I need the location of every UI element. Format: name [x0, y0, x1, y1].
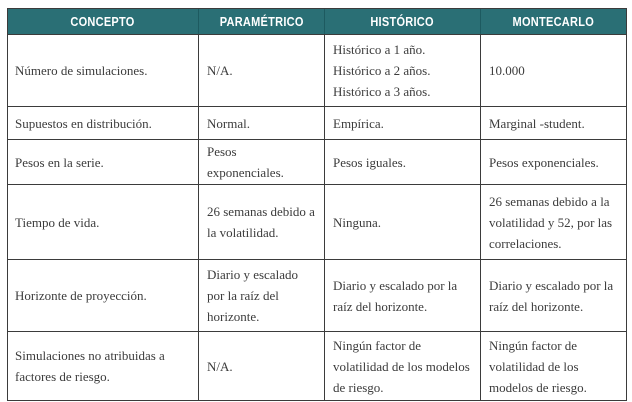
table-row	[8, 106, 626, 139]
table-row	[8, 259, 626, 331]
table-cell-historico: Pesos iguales.	[324, 140, 480, 184]
header-cell-parametrico	[198, 9, 324, 34]
table-cell-concepto: Tiempo de vida.	[15, 214, 100, 230]
header-label-parametrico: PARAMÉTRICO	[219, 14, 304, 29]
table-cell-parametrico: Diario y escalado por la raíz del horizonte.	[198, 260, 324, 331]
table-cell-parametrico: 26 semanas debido a la volatilidad.	[198, 185, 324, 259]
table-cell-parametrico: N/A.	[198, 332, 324, 400]
table-cell-historico: Empírica.	[324, 107, 480, 139]
table-cell-montecarlo: Marginal -student.	[480, 107, 626, 139]
cell-line: Histórico a 3 años.	[333, 84, 431, 99]
table-cell-montecarlo: Diario y escalado por la raíz del horizonte.	[480, 260, 626, 331]
table-cell-montecarlo: 10.000	[480, 35, 626, 106]
table-cell-historico: Ninguna.	[324, 185, 480, 259]
table-cell-montecarlo: Ningún factor de volatilidad de los modelos de riesgo.	[480, 332, 626, 400]
header-label-concepto: CONCEPTO	[70, 14, 136, 29]
table-cell-montecarlo: Pesos exponenciales.	[480, 140, 626, 184]
table-cell-historico: Ningún factor de volatilidad de los modelos de riesgo.	[324, 332, 480, 400]
table-cell-historico	[324, 35, 480, 106]
table-cell-concepto: Pesos en la serie.	[15, 154, 104, 170]
header-cell-concepto	[8, 9, 198, 34]
table-header-row	[8, 9, 626, 34]
table-cell-parametrico: Normal.	[198, 107, 324, 139]
table-row	[8, 139, 626, 184]
header-label-historico: HISTÓRICO	[370, 14, 435, 29]
cell-line: Histórico a 2 años.	[333, 63, 431, 78]
table-cell-historico: Diario y escalado por la raíz del horizonte.	[324, 260, 480, 331]
table-cell-concepto: Número de simulaciones.	[15, 63, 148, 78]
table-cell-montecarlo: 26 semanas debido a la volatilidad y 52, por las correlaciones.	[480, 185, 626, 259]
table-row	[8, 34, 626, 106]
header-cell-historico	[324, 9, 480, 34]
table-row	[8, 331, 626, 400]
table-cell-concepto: Simulaciones no atribuidas a factores de riesgo.	[15, 348, 165, 384]
table-cell-concepto: Horizonte de proyección.	[15, 288, 147, 303]
header-cell-montecarlo	[480, 9, 626, 34]
cell-line: Histórico a 1 año.	[333, 42, 426, 57]
table-cell-parametrico: N/A.	[198, 35, 324, 106]
table-cell-concepto: Supuestos en distribución.	[15, 115, 152, 131]
table-cell-parametrico: Pesos exponenciales.	[198, 140, 324, 184]
table-row	[8, 184, 626, 259]
comparison-table	[7, 8, 627, 401]
header-label-montecarlo: MONTECARLO	[512, 14, 595, 29]
table-body	[8, 34, 626, 400]
